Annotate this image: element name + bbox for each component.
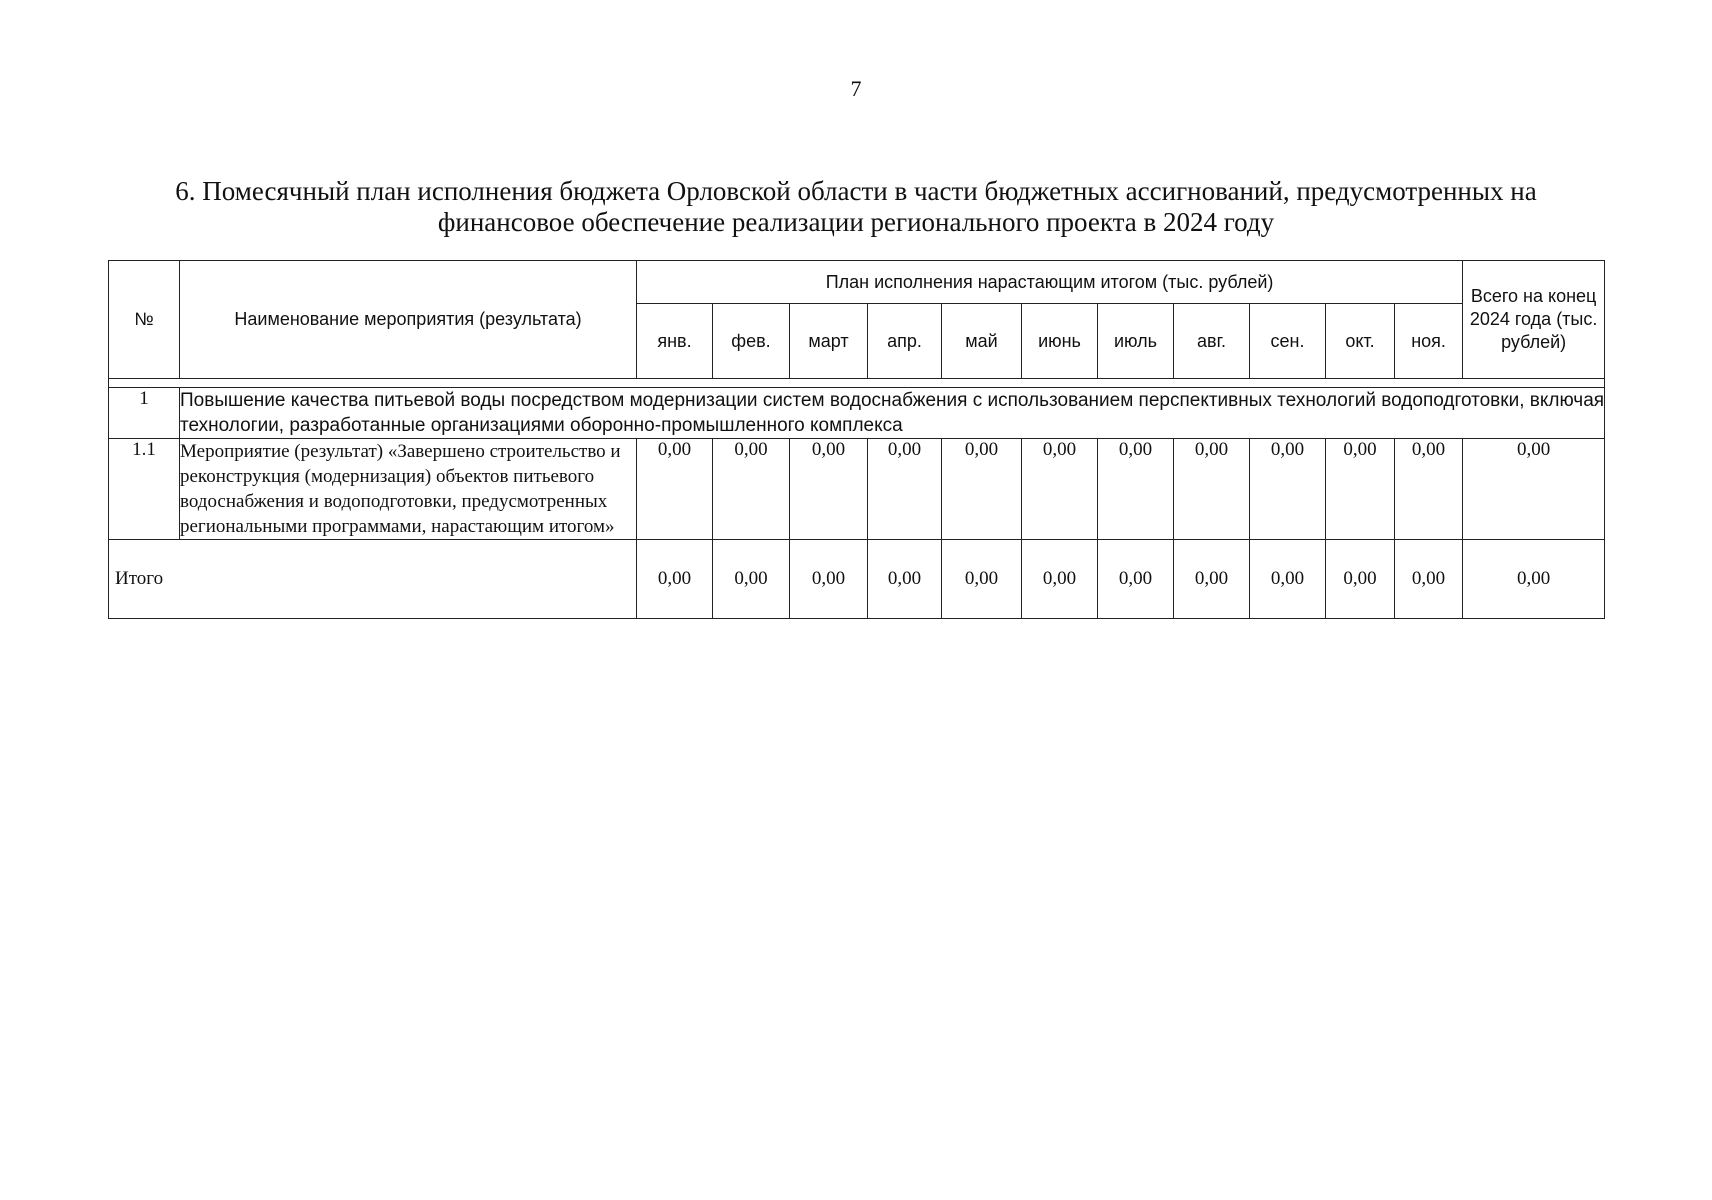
total-month-value: 0,00 (790, 540, 868, 619)
total-month-value: 0,00 (1395, 540, 1463, 619)
total-month-value: 0,00 (1326, 540, 1395, 619)
event-month-value: 0,00 (790, 439, 868, 540)
header-month: фев. (713, 304, 790, 379)
header-month: июль (1098, 304, 1174, 379)
event-month-value: 0,00 (1395, 439, 1463, 540)
event-month-value: 0,00 (1098, 439, 1174, 540)
total-month-value: 0,00 (868, 540, 942, 619)
header-month: окт. (1326, 304, 1395, 379)
section-row (109, 388, 1605, 439)
budget-plan-table (108, 260, 1605, 619)
title-line-2: финансовое обеспечение реализации регионального проекта в 2024 году (437, 207, 1275, 237)
event-month-value: 0,00 (1174, 439, 1250, 540)
event-total-value: 0,00 (1463, 439, 1605, 540)
section-title: Повышение качества питьевой воды посредством модернизации систем водоснабжения с использованием перспективных технологий водоподготовки, включая технологии, разработанные организациями оборонно-промышленного комплекса (180, 388, 1605, 439)
header-plan: План исполнения нарастающим итогом (тыс. рублей) (637, 261, 1463, 304)
title-line-1: 6. Помесячный план исполнения бюджета Орловской области в части бюджетных ассигнований, предусмотренных на (175, 176, 1537, 206)
separator-cell (109, 379, 1605, 388)
event-row (109, 439, 1605, 540)
total-month-value: 0,00 (942, 540, 1022, 619)
total-month-value: 0,00 (1022, 540, 1098, 619)
header-month: авг. (1174, 304, 1250, 379)
header-name: Наименование мероприятия (результата) (180, 261, 637, 379)
event-name: Мероприятие (результат) «Завершено строительство и реконструкция (модернизация) объектов питьевого водоснабжения и водоподготовки, предусмотренных региональными программами, нарастающим итогом» (180, 439, 637, 540)
header-month: янв. (637, 304, 713, 379)
page-number: 7 (850, 76, 862, 101)
total-month-value: 0,00 (1174, 540, 1250, 619)
event-month-value: 0,00 (1250, 439, 1326, 540)
total-month-value: 0,00 (1250, 540, 1326, 619)
header-separator (109, 379, 1605, 388)
total-month-value: 0,00 (1098, 540, 1174, 619)
header-number: № (109, 261, 180, 379)
header-total: Всего на конец 2024 года (тыс. рублей) (1463, 261, 1605, 379)
event-month-value: 0,00 (1326, 439, 1395, 540)
total-row (109, 540, 1605, 619)
total-month-value: 0,00 (637, 540, 713, 619)
header-month: май (942, 304, 1022, 379)
grand-total-value: 0,00 (1463, 540, 1605, 619)
document-title (108, 176, 1604, 238)
event-month-value: 0,00 (1022, 439, 1098, 540)
header-row-top (109, 261, 1605, 304)
event-number: 1.1 (109, 439, 180, 540)
event-month-value: 0,00 (637, 439, 713, 540)
header-month: июнь (1022, 304, 1098, 379)
header-month: сен. (1250, 304, 1326, 379)
event-month-value: 0,00 (942, 439, 1022, 540)
header-month: март (790, 304, 868, 379)
event-month-value: 0,00 (868, 439, 942, 540)
header-month: апр. (868, 304, 942, 379)
total-label: Итого (109, 540, 637, 619)
section-number: 1 (109, 388, 180, 439)
event-month-value: 0,00 (713, 439, 790, 540)
total-month-value: 0,00 (713, 540, 790, 619)
header-month: ноя. (1395, 304, 1463, 379)
